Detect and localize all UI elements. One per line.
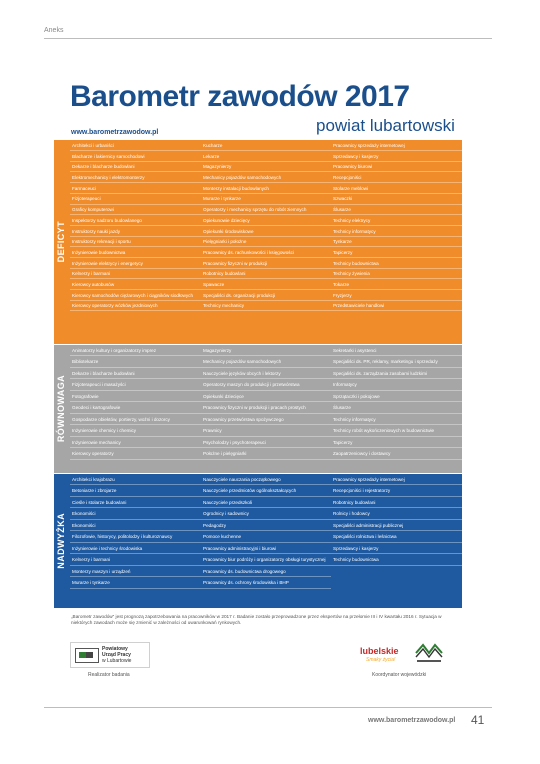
- table-cell: Spawacze: [201, 281, 331, 290]
- table-cell: Inspektorzy nadzoru budowlanego: [70, 217, 201, 226]
- section-nadwyzka: [54, 474, 462, 608]
- table-cell: Magazynierzy: [201, 347, 331, 356]
- table-cell: Geodeci i kartografowie: [70, 404, 201, 413]
- side-label-deficyt: DEFICYT: [56, 221, 66, 263]
- table-cell: Pracownicy sprzedaży internetowej: [331, 476, 462, 485]
- table-cell: Bibliotekarze: [70, 358, 201, 367]
- column-2: [201, 476, 331, 608]
- table-cell: Cieśle i stolarze budowlani: [70, 499, 201, 508]
- table-cell: Psycholodzy i psychoterapeuci: [201, 439, 331, 448]
- table-cell: Inżynierowie budownictwa: [70, 249, 201, 258]
- table-cell: Stolarze meblowi: [331, 185, 462, 194]
- table-cell: Kelnerzy i barmani: [70, 270, 201, 279]
- table-cell: Murarze i tynkarze: [201, 195, 331, 204]
- table-cell: Technicy robót wykończeniowych w budownictwie: [331, 427, 462, 436]
- table-cell: Sprzedawcy i kasjerzy: [331, 153, 462, 162]
- table-cell: Blacharze i lakiernicy samochodowi: [70, 153, 201, 162]
- table-cell: Technicy informatycy: [331, 416, 462, 425]
- table-cell: Architekci krajobrazu: [70, 476, 201, 485]
- table-cell: Operatorzy i mechanicy sprzętu do robót ziemnych: [201, 206, 331, 215]
- column-3: [331, 347, 462, 473]
- table-cell: Recepcjoniści: [331, 174, 462, 183]
- table-cell: Fizjoterapeuci: [70, 195, 201, 204]
- table-cell: Recepcjoniści i rejestratorzy: [331, 487, 462, 496]
- table-cell: Technicy mechanicy: [201, 302, 331, 311]
- table-cell: Pracownicy ds. ochrony środowiska i BHP: [201, 579, 331, 588]
- section-deficyt: [54, 140, 462, 344]
- table-cell: Pracownicy ds. rachunkowości i księgowości: [201, 249, 331, 258]
- table-cell: Architekci i urbaniści: [70, 142, 201, 151]
- header-label: Aneks: [44, 27, 64, 34]
- table-cell: Pielęgniarki i położne: [201, 238, 331, 247]
- table-cell: Technicy informatycy: [331, 228, 462, 237]
- table-cell: Ogrodnicy i sadownicy: [201, 510, 331, 519]
- table-cell: Kierowcy samochodów ciężarowych i ciągników siodłowych: [70, 292, 201, 301]
- table-cell: Dekarze i blacharze budowlani: [70, 163, 201, 172]
- table-cell: Gospodarze obiektów, portierzy, woźni i dozorcy: [70, 416, 201, 425]
- table-cell: Inżynierowie chemicy i chemicy: [70, 427, 201, 436]
- footer-site-link[interactable]: www.barometrzawodow.pl: [368, 717, 456, 724]
- table-cell: Nauczyciele przedszkoli: [201, 499, 331, 508]
- page-subtitle: powiat lubartowski: [316, 116, 455, 135]
- table-cell: Nauczyciele języków obcych i lektorzy: [201, 370, 331, 379]
- side-label-rownowaga: RÓWNOWAGA: [56, 375, 66, 443]
- table-cell: Inżynierowie i technicy środowiska: [70, 545, 201, 554]
- table-cell: Pedagodzy: [201, 522, 331, 531]
- pup-logo-line1: Powiatowy: [102, 646, 128, 652]
- table-cell: Nauczyciele przedmiotów ogólnokształcących: [201, 487, 331, 496]
- column-3: [331, 142, 462, 344]
- table-cell: Mechanicy pojazdów samochodowych: [201, 174, 331, 183]
- header-rule: [44, 38, 492, 39]
- table-cell: Pracownicy przetwórstwa spożywczego: [201, 416, 331, 425]
- table-cell: Ekonomiści: [70, 522, 201, 531]
- table-cell: Technicy budownictwa: [331, 260, 462, 269]
- column-3: [331, 476, 462, 608]
- table-cell: Pracownicy biurowi: [331, 163, 462, 172]
- pup-logo: [70, 642, 150, 668]
- table-cell: Tapicerzy: [331, 439, 462, 448]
- table-cell: Murarze i tynkarze: [70, 579, 201, 588]
- page-title: Barometr zawodów 2017: [70, 80, 410, 113]
- table-cell: Pracownicy ds. budownictwa drogowego: [201, 568, 331, 577]
- table-cell: Prawnicy: [201, 427, 331, 436]
- table-cell: Ślusarze: [331, 404, 462, 413]
- caption-koordynator: Koordynator wojewódzki: [372, 672, 427, 678]
- table-cell: Specjaliści rolnictwa i leśnictwa: [331, 533, 462, 542]
- table-cell: Sekretarki i asystenci: [331, 347, 462, 356]
- table-cell: Ślusarze: [331, 206, 462, 215]
- table-cell: Animatorzy kultury i organizatorzy imprez: [70, 347, 201, 356]
- table-nadwyzka: [70, 476, 462, 608]
- table-cell: Sprzedawcy i kasjerzy: [331, 545, 462, 554]
- program-logo-icon: [414, 641, 444, 665]
- pup-logo-line2: Urząd Pracy: [102, 652, 131, 658]
- table-cell: Kierowcy operatorzy: [70, 450, 201, 459]
- table-cell: Technicy żywienia: [331, 270, 462, 279]
- pup-logo-line3: w Lubartowie: [102, 658, 132, 664]
- table-cell: Lekarze: [201, 153, 331, 162]
- section-rownowaga: [54, 345, 462, 473]
- footnote: „Barometr zawodów” jest prognozą zapotrzebowania na pracowników w 2017 r. Badanie zostało przeprowadzone przez ekspertów na przełomie III i IV kwartału 2016 r. Sytuacja w niektórych zawodach może się zmienić w zależności od uwarunkowań rynkowych.: [71, 614, 442, 625]
- table-cell: Kierowcy operatorzy wózków jezdniowych: [70, 302, 201, 311]
- table-cell: Nauczyciele nauczania początkowego: [201, 476, 331, 485]
- table-cell: Specjaliści ds. organizacji produkcji: [201, 292, 331, 301]
- pup-logo-mark: [75, 648, 99, 663]
- table-cell: Elektromechanicy i elektromonterzy: [70, 174, 201, 183]
- table-cell: Technicy elektrycy: [331, 217, 462, 226]
- table-cell: Instruktorzy nauki jazdy: [70, 228, 201, 237]
- table-cell: Robotnicy budowlani: [201, 270, 331, 279]
- table-cell: Tapicerzy: [331, 249, 462, 258]
- table-cell: Fotografowie: [70, 393, 201, 402]
- site-link-top[interactable]: www.barometrzawodow.pl: [71, 129, 159, 136]
- column-1: [70, 142, 201, 344]
- table-cell: Kucharze: [201, 142, 331, 151]
- table-cell: Specjaliści administracji publicznej: [331, 522, 462, 531]
- table-cell: Tokarze: [331, 281, 462, 290]
- column-2: [201, 142, 331, 344]
- table-cell: Inżynierowie mechanicy: [70, 439, 201, 448]
- table-cell: Graficy komputerowi: [70, 206, 201, 215]
- table-cell: Operatorzy maszyn do produkcji i przetwórstwa: [201, 381, 331, 390]
- table-cell: Kelnerzy i barmani: [70, 556, 201, 565]
- table-cell: Fryzjerzy: [331, 292, 462, 301]
- table-cell: Betoniarze i zbrojarze: [70, 487, 201, 496]
- column-1: [70, 347, 201, 473]
- table-deficyt: [70, 142, 462, 344]
- table-cell: Specjaliści ds. zarządzania zasobami ludzkimi: [331, 370, 462, 379]
- footer-rule: [44, 707, 492, 708]
- table-cell: Farmaceuci: [70, 185, 201, 194]
- table-cell: Opiekunki środowiskowe: [201, 228, 331, 237]
- table-cell: Inżynierowie elektrycy i energetycy: [70, 260, 201, 269]
- caption-realizator: Realizator badania: [88, 672, 130, 678]
- column-1: [70, 476, 201, 608]
- table-cell: Monterzy instalacji budowlanych: [201, 185, 331, 194]
- table-cell: Pracownicy fizyczni w produkcji: [201, 260, 331, 269]
- column-2: [201, 347, 331, 473]
- table-cell: Magazynierzy: [201, 163, 331, 172]
- table-cell: Sprzątaczki i pokojowe: [331, 393, 462, 402]
- table-cell: Pracownicy biur podróży i organizatorzy obsługi turystycznej: [201, 556, 331, 565]
- table-cell: Pracownicy administracyjni i biurowi: [201, 545, 331, 554]
- table-cell: Pracownicy sprzedaży internetowej: [331, 142, 462, 151]
- table-cell: Dekarze i blacharze budowlani: [70, 370, 201, 379]
- table-cell: Opiekunki dziecięce: [201, 393, 331, 402]
- table-cell: Pomoce kuchenne: [201, 533, 331, 542]
- lubelskie-logo: lubelskie Smaky życia!: [360, 646, 399, 663]
- table-cell: Filozofowie, historycy, politolodzy i kulturoznawcy: [70, 533, 201, 542]
- table-cell: Zaopatrzeniowcy i dostawcy: [331, 450, 462, 459]
- table-cell: Przedstawiciele handlowi: [331, 302, 462, 311]
- table-cell: Pracownicy fizyczni w produkcji i pracach prostych: [201, 404, 331, 413]
- table-cell: Technicy budownictwa: [331, 556, 462, 565]
- table-cell: Fizjoterapeuci i masażyści: [70, 381, 201, 390]
- table-cell: Instruktorzy rekreacji i sportu: [70, 238, 201, 247]
- table-cell: Opiekunowie dziecięcy: [201, 217, 331, 226]
- table-cell: Ekonomiści: [70, 510, 201, 519]
- side-label-nadwyzka: NADWYŻKA: [56, 513, 66, 569]
- table-cell: Położne i pielęgniarki: [201, 450, 331, 459]
- table-cell: Tynkarze: [331, 238, 462, 247]
- table-cell: Rolnicy i hodowcy: [331, 510, 462, 519]
- table-cell: Informatycy: [331, 381, 462, 390]
- table-rownowaga: [70, 347, 462, 473]
- table-cell: Mechanicy pojazdów samochodowych: [201, 358, 331, 367]
- table-cell: Monterzy maszyn i urządzeń: [70, 568, 201, 577]
- table-cell: Szwaczki: [331, 195, 462, 204]
- table-cell: Kierowcy autobusów: [70, 281, 201, 290]
- page-number: 41: [471, 713, 485, 727]
- table-cell: Robotnicy budowlani: [331, 499, 462, 508]
- table-cell: Specjaliści ds. PR, reklamy, marketingu i sprzedaży: [331, 358, 462, 367]
